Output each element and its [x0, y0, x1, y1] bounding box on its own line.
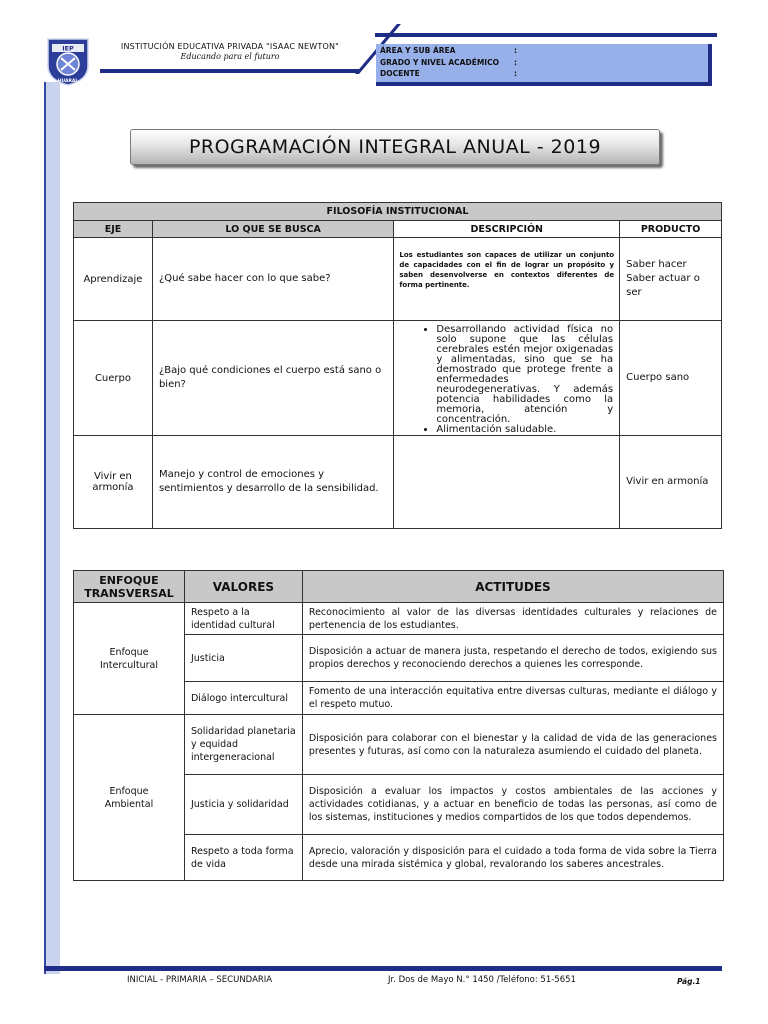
- attitude-cell: Disposición a actuar de manera justa, respetando el derecho de todos, exigiendo sus propios derechos y reconociendo derechos a quienes les corresponde.: [302, 635, 723, 682]
- institution-motto: Educando para el futuro: [180, 52, 280, 61]
- info-row-area: [380, 45, 704, 57]
- header-underline: [100, 69, 360, 73]
- philosophy-table: [73, 202, 722, 529]
- description-cell: Los estudiantes son capaces de utilizar un conjunto de capacidades con el fin de lograr un propósito y saben desenvolverse en contextos diferentes de forma pertinente.: [394, 238, 620, 321]
- info-row-teacher: [380, 68, 704, 80]
- product-cell: Vivir en armonía: [620, 436, 722, 529]
- value-cell: Justicia: [184, 635, 302, 682]
- philosophy-heading: FILOSOFÍA INSTITUCIONAL: [74, 203, 722, 221]
- logo-text-bottom: HUARAL: [57, 79, 79, 84]
- table-row: [74, 715, 724, 775]
- column-header: EJE: [74, 221, 153, 238]
- logo-text-top: IEP: [62, 44, 74, 53]
- value-cell: Solidaridad planetaria y equidad intergeneracional: [184, 715, 302, 775]
- approach-cell: Enfoque Ambiental: [74, 715, 185, 881]
- description-bullet: • Alimentación saludable.: [436, 425, 613, 435]
- footer-address: Jr. Dos de Mayo N.° 1450 /Teléfono: 51-5651: [388, 975, 576, 985]
- attitude-cell: Reconocimiento al valor de las diversas identidades culturales y relaciones de pertenencia de los estudiantes.: [302, 603, 723, 635]
- school-logo: [44, 36, 92, 86]
- value-cell: Respeto a la identidad cultural: [184, 603, 302, 635]
- table-row: [74, 603, 724, 635]
- table-row: [74, 436, 722, 529]
- attitude-cell: Aprecio, valoración y disposición para el cuidado a toda forma de vida sobre la Tierra desde una mirada sistémica y global, revalorando los saberes ancestrales.: [302, 835, 723, 881]
- course-info-box: [376, 44, 712, 86]
- attitude-cell: Disposición a evaluar los impactos y costos ambientales de las acciones y actividades cotidianas, y a actuar en beneficio de todas las personas, así como de los sistemas, instituciones y medios compartidos de los que todos dependemos.: [302, 775, 723, 835]
- info-separator: :: [514, 46, 517, 55]
- product-cell: [620, 238, 722, 321]
- info-separator: :: [514, 69, 517, 78]
- column-header: VALORES: [184, 571, 302, 603]
- column-header: PRODUCTO: [620, 221, 722, 238]
- approach-cell: Enfoque Intercultural: [74, 603, 185, 715]
- page-title: PROGRAMACIÓN INTEGRAL ANUAL - 2019: [130, 129, 660, 165]
- description-cell: [394, 436, 620, 529]
- product-line: Saber actuar o ser: [626, 273, 700, 298]
- info-label: DOCENTE: [380, 69, 420, 78]
- value-cell: Respeto a toda forma de vida: [184, 835, 302, 881]
- info-row-grade: [380, 57, 704, 69]
- page-number: Pág.1: [677, 977, 701, 986]
- institution-name: INSTITUCIÓN EDUCATIVA PRIVADA "ISAAC NEWTON": [120, 42, 340, 51]
- left-border-bar: [44, 82, 60, 974]
- info-label: ÁREA Y SUB ÁREA: [380, 46, 456, 55]
- header-top-line: [375, 33, 717, 37]
- eje-cell: Aprendizaje: [74, 238, 153, 321]
- eje-cell: Cuerpo: [74, 321, 153, 436]
- product-cell: Cuerpo sano: [620, 321, 722, 436]
- footer-levels: INICIAL - PRIMARIA – SECUNDARIA: [127, 975, 273, 985]
- column-header: ACTITUDES: [302, 571, 723, 603]
- busca-cell: ¿Bajo qué condiciones el cuerpo está sano o bien?: [152, 321, 393, 436]
- approaches-table: [73, 570, 724, 881]
- value-cell: Justicia y solidaridad: [184, 775, 302, 835]
- column-header: ENFOQUE TRANSVERSAL: [74, 571, 185, 603]
- product-line: Saber hacer: [626, 259, 687, 270]
- value-cell: Diálogo intercultural: [184, 682, 302, 715]
- info-separator: :: [514, 57, 517, 67]
- description-cell: [394, 321, 620, 436]
- column-header: DESCRIPCIÓN: [394, 221, 620, 238]
- column-header: LO QUE SE BUSCA: [152, 221, 393, 238]
- attitude-cell: Disposición para colaborar con el bienestar y la calidad de vida de las generaciones presentes y futuras, así como con la naturaleza asumiendo el cuidado del planeta.: [302, 715, 723, 775]
- table-row: [74, 238, 722, 321]
- attitude-cell: Fomento de una interacción equitativa entre diversas culturas, mediante el diálogo y el respeto mutuo.: [302, 682, 723, 715]
- info-label: GRADO Y NIVEL ACADÉMICO: [380, 57, 499, 67]
- footer-line: [44, 966, 722, 971]
- busca-cell: ¿Qué sabe hacer con lo que sabe?: [152, 238, 393, 321]
- description-bullet: • Desarrollando actividad física no solo supone que las células cerebrales estén mejor oxigenadas y alimentadas, sino que se ha demostrado que protege frente a enfermedades neurodegenerativas. Y además potencia habilidades como la memoria, atención y concentración.: [436, 325, 613, 425]
- busca-cell: Manejo y control de emociones y sentimientos y desarrollo de la sensibilidad.: [152, 436, 393, 529]
- eje-cell: Vivir en armonía: [74, 436, 153, 529]
- table-row: [74, 321, 722, 436]
